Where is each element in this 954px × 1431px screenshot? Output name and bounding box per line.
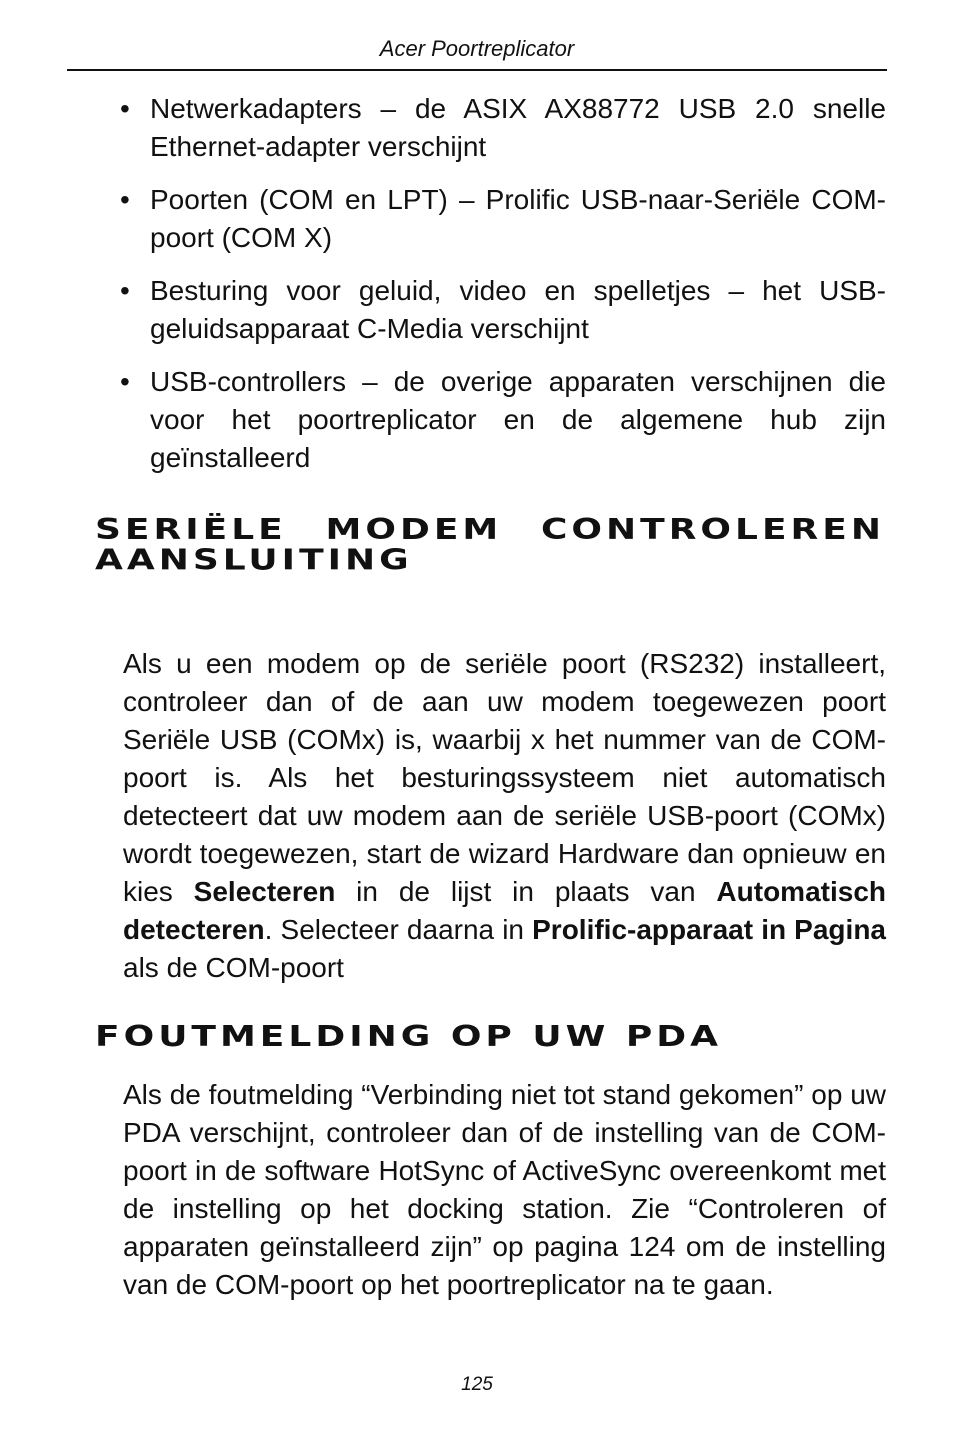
section-body-pda: Als de foutmelding “Verbinding niet tot stand gekomen” op uw PDA verschijnt, controleer dan of de instelling van de COM-poort in de software HotSync of ActiveSync overeenkomt met de instelling op het docking station. Zie “Controleren of apparaten geïnstalleerd zijn” op pagina 124 om de instelling van de COM-poort op het poortreplicator na te gaan. [123, 1079, 886, 1300]
list-item [116, 181, 886, 257]
body-text: . Selecteer daarna in [264, 914, 533, 945]
section-heading-modem: SERIËLE MODEM CONTROLEREN AANSLUITING [95, 514, 885, 577]
section-body-modem [123, 645, 886, 987]
list-item [116, 90, 886, 166]
body-text: Als u een modem op de seriële poort (RS232) installeert, controleer dan of de aan uw modem toegewezen poort Seriële USB (COMx) is, waarbij x het nummer van de COM-poort is. Als het besturingssysteem niet automatisch detecteert dat uw modem aan de seriële USB-poort (COMx) wordt toegewezen, start de wizard Hardware dan opnieuw en kies [123, 648, 886, 907]
bold-term: Prolific-apparaat in Pagina [532, 914, 886, 945]
section-heading-pda: FOUTMELDING OP UW PDA [95, 1021, 722, 1054]
bullet-text: USB-controllers – de overige apparaten verschijnen die voor het poortreplicator en de algemene hub zijn geïnstalleerd [150, 366, 886, 473]
list-item [116, 272, 886, 348]
bullet-text: Netwerkadapters – de ASIX AX88772 USB 2.0 snelle Ethernet-adapter verschijnt [150, 93, 886, 162]
bullet-text: Poorten (COM en LPT) – Prolific USB-naar-Seriële COM-poort (COM X) [150, 184, 886, 253]
bullet-icon: • [120, 93, 130, 124]
bullet-text: Besturing voor geluid, video en spelletjes – het USB-geluidsapparaat C-Media verschijnt [150, 275, 886, 344]
bullet-icon: • [120, 275, 130, 306]
bullet-icon: • [120, 366, 130, 397]
page-number: 125 [461, 1374, 493, 1395]
body-text: in de lijst in plaats van [335, 876, 717, 907]
list-item [116, 363, 886, 477]
bullet-list [116, 90, 886, 492]
bold-term: Automatisch detecteren [123, 876, 886, 945]
header-rule [67, 69, 887, 71]
bold-term: Selecteren [193, 876, 336, 907]
bullet-icon: • [120, 184, 130, 215]
body-text: als de COM-poort [123, 952, 344, 983]
running-header: Acer Poortreplicator [379, 36, 575, 61]
